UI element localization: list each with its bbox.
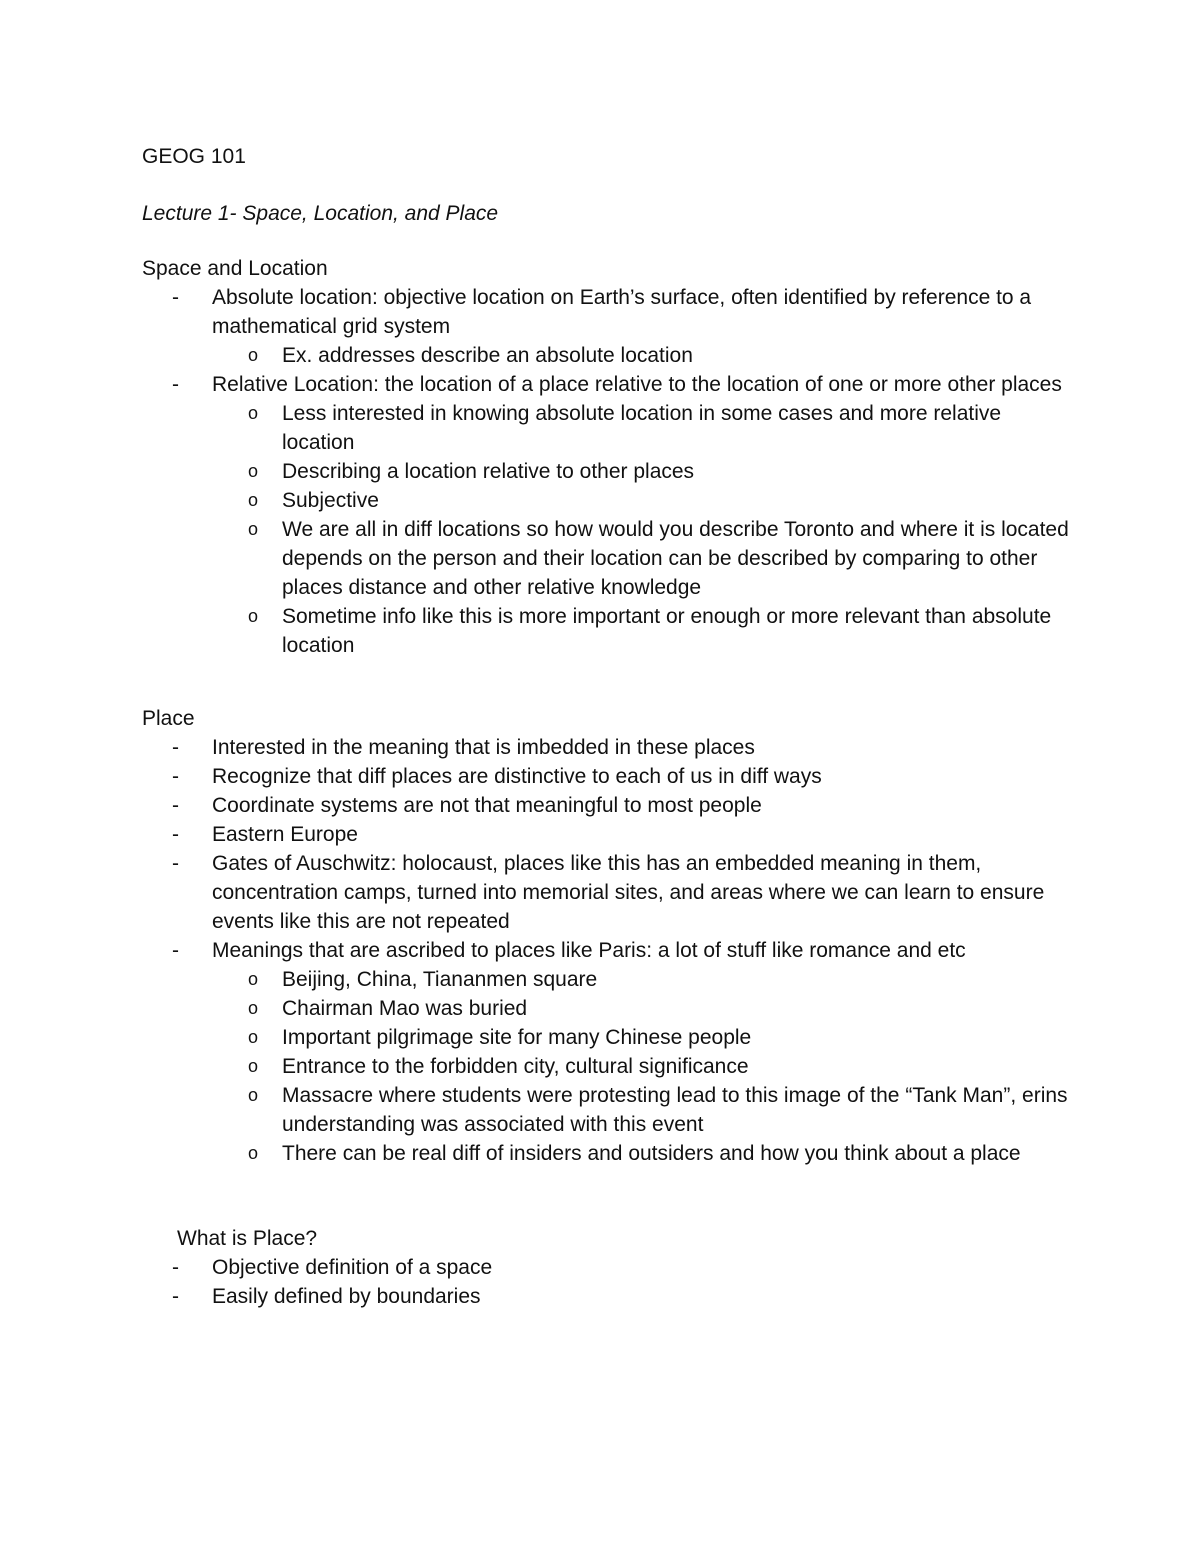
dash-bullet: - bbox=[172, 1256, 179, 1279]
list-item bbox=[142, 849, 1062, 936]
circle-bullet: o bbox=[248, 1027, 259, 1047]
section-heading-what-is-place: What is Place? bbox=[177, 1227, 318, 1250]
sub-list-item bbox=[212, 399, 1062, 457]
circle-bullet: o bbox=[248, 969, 259, 989]
sub-list-item bbox=[212, 965, 1062, 994]
sub-list-item bbox=[212, 1052, 1062, 1081]
sub-list-item bbox=[212, 602, 1062, 660]
circle-bullet: o bbox=[248, 403, 259, 423]
sub-list-item-text: Entrance to the forbidden city, cultural significance bbox=[282, 1055, 749, 1078]
list-item-text: Recognize that diff places are distinctive to each of us in diff ways bbox=[212, 765, 822, 788]
list-item bbox=[142, 733, 1062, 762]
sub-list-item-text: Important pilgrimage site for many Chinese people bbox=[282, 1026, 752, 1049]
lecture-title: Lecture 1- Space, Location, and Place bbox=[142, 202, 499, 225]
sub-list bbox=[212, 341, 1062, 370]
list-item bbox=[142, 936, 1068, 1168]
sub-list-item-text: Subjective bbox=[282, 489, 379, 512]
list-item bbox=[142, 283, 1062, 370]
circle-bullet: o bbox=[248, 519, 259, 539]
circle-bullet: o bbox=[248, 998, 259, 1018]
sub-list bbox=[212, 965, 1068, 1168]
sub-list-item-text: Chairman Mao was buried bbox=[282, 997, 528, 1020]
sub-list-item-text: Beijing, China, Tiananmen square bbox=[282, 968, 598, 991]
list-item-text: Eastern Europe bbox=[212, 823, 358, 846]
sub-list-item bbox=[212, 1081, 1068, 1139]
dash-bullet: - bbox=[172, 1285, 179, 1308]
circle-bullet: o bbox=[248, 606, 259, 626]
sub-list-item bbox=[212, 515, 1069, 602]
list-item bbox=[142, 820, 1062, 849]
sub-list-item-text: Sometime info like this is more important or enough or more relevant than absolute location bbox=[282, 605, 1052, 657]
sub-list-item bbox=[212, 994, 1062, 1023]
sub-list bbox=[212, 399, 1069, 660]
list-item-text: Relative Location: the location of a place relative to the location of one or more other places bbox=[212, 373, 1062, 396]
sub-list-item bbox=[212, 341, 1062, 370]
list-item-text: Coordinate systems are not that meaningful to most people bbox=[212, 794, 762, 817]
what-is-place-list bbox=[142, 1253, 1062, 1311]
space-location-list bbox=[142, 283, 1069, 660]
dash-bullet: - bbox=[172, 765, 179, 788]
sub-list-item bbox=[212, 1023, 1062, 1052]
dash-bullet: - bbox=[172, 373, 179, 396]
list-item bbox=[142, 762, 1062, 791]
circle-bullet: o bbox=[248, 1056, 259, 1076]
place-list bbox=[142, 733, 1068, 1168]
sub-list-item-text: Describing a location relative to other places bbox=[282, 460, 695, 483]
dash-bullet: - bbox=[172, 794, 179, 817]
list-item bbox=[142, 370, 1069, 660]
list-item bbox=[142, 1253, 1062, 1282]
circle-bullet: o bbox=[248, 490, 259, 510]
sub-list-item-text: Less interested in knowing absolute location in some cases and more relative location bbox=[282, 402, 1002, 454]
dash-bullet: - bbox=[172, 852, 179, 875]
sub-list-item bbox=[212, 1139, 1062, 1168]
sub-list-item-text: We are all in diff locations so how would you describe Toronto and where it is located depends on the person and their location can be described by comparing to other places distance and other relative knowledge bbox=[282, 518, 1069, 599]
dash-bullet: - bbox=[172, 736, 179, 759]
section-heading-place: Place bbox=[142, 707, 195, 730]
dash-bullet: - bbox=[172, 823, 179, 846]
document-body bbox=[142, 142, 1069, 1311]
list-item-text: Meanings that are ascribed to places like Paris: a lot of stuff like romance and etc bbox=[212, 939, 966, 962]
section-heading-space-location: Space and Location bbox=[142, 257, 328, 280]
sub-list-item bbox=[212, 457, 1062, 486]
circle-bullet: o bbox=[248, 1143, 259, 1163]
list-item-text: Objective definition of a space bbox=[212, 1256, 493, 1279]
sub-list-item-text: Ex. addresses describe an absolute location bbox=[282, 344, 693, 367]
list-item-text: Absolute location: objective location on Earth’s surface, often identified by reference to a mathematical grid system bbox=[212, 286, 1032, 338]
sub-list-item-text: Massacre where students were protesting lead to this image of the “Tank Man”, erins understanding was associated with this event bbox=[282, 1084, 1068, 1136]
list-item bbox=[142, 791, 1062, 820]
list-item-text: Gates of Auschwitz: holocaust, places like this has an embedded meaning in them, concentration camps, turned into memorial sites, and areas where we can learn to ensure events like this are not repeated bbox=[212, 852, 1045, 933]
list-item-text: Interested in the meaning that is imbedded in these places bbox=[212, 736, 755, 759]
list-item bbox=[142, 1282, 1062, 1311]
circle-bullet: o bbox=[248, 345, 259, 365]
course-code: GEOG 101 bbox=[142, 145, 246, 168]
list-item-text: Easily defined by boundaries bbox=[212, 1285, 481, 1308]
sub-list-item bbox=[212, 486, 1062, 515]
circle-bullet: o bbox=[248, 461, 259, 481]
dash-bullet: - bbox=[172, 286, 179, 309]
circle-bullet: o bbox=[248, 1085, 259, 1105]
sub-list-item-text: There can be real diff of insiders and outsiders and how you think about a place bbox=[282, 1142, 1021, 1165]
dash-bullet: - bbox=[172, 939, 179, 962]
